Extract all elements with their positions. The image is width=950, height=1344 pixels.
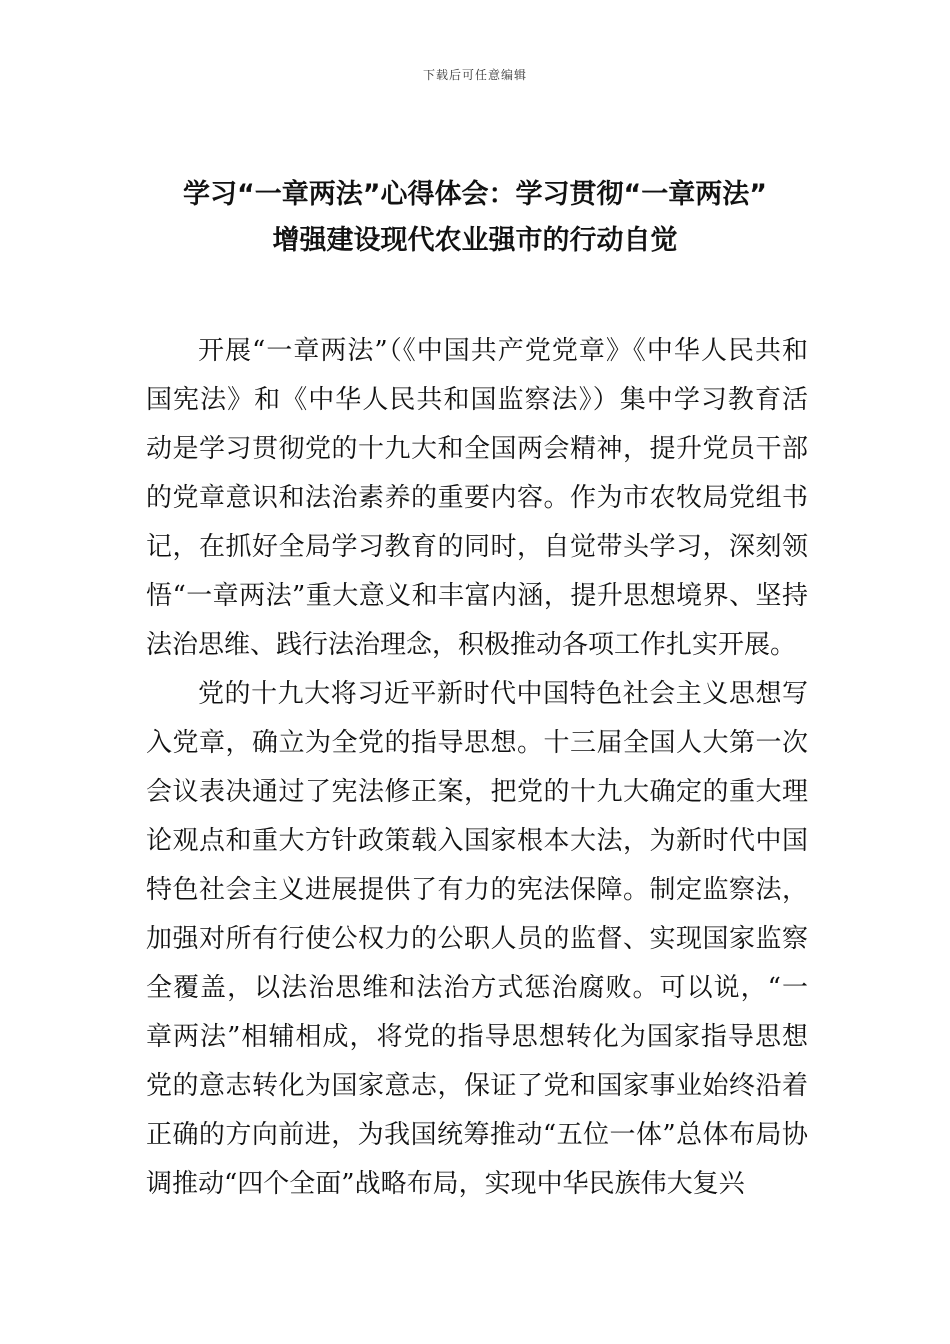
document-title [120,172,830,264]
title-line-1: 学习“一章两法”心得体会：学习贯彻“一章两法” [183,179,767,210]
title-line-2: 增强建设现代农业强市的行动自觉 [272,225,678,256]
paragraph-1: 开展“一章两法”（《中国共产党党章》《中华人民共和国宪法》和《中华人民共和国监察法》）集中学习教育活动是学习贯彻党的十九大和全国两会精神，提升党员干部的党章意识和法治素养的重要内容。作为市农牧局党组书记，在抓好全局学习教育的同时，自觉带头学习，深刻领悟“一章两法”重大意义和丰富内涵，提升思想境界、坚持法治思维、践行法治理念，积极推动各项工作扎实开展。 [146,336,808,660]
paragraph-2: 党的十九大将习近平新时代中国特色社会主义思想写入党章，确立为全党的指导思想。十三届全国人大第一次会议表决通过了宪法修正案，把党的十九大确定的重大理论观点和重大方针政策载入国家根本大法，为新时代中国特色社会主义进展提供了有力的宪法保障。制定监察法，加强对所有行使公权力的公职人员的监督、实现国家监察全覆盖，以法治思维和法治方式惩治腐败。可以说，“一章两法”相辅相成，将党的指导思想转化为国家指导思想党的意志转化为国家意志，保证了党和国家事业始终沿着正确的方向前进，为我国统筹推动“五位一体”总体布局协调推动“四个全面”战略布局，实现中华民族伟大复兴 [146,679,808,1199]
body-text [146,327,808,1209]
header-note: 下载后可任意编辑 [422,68,527,82]
